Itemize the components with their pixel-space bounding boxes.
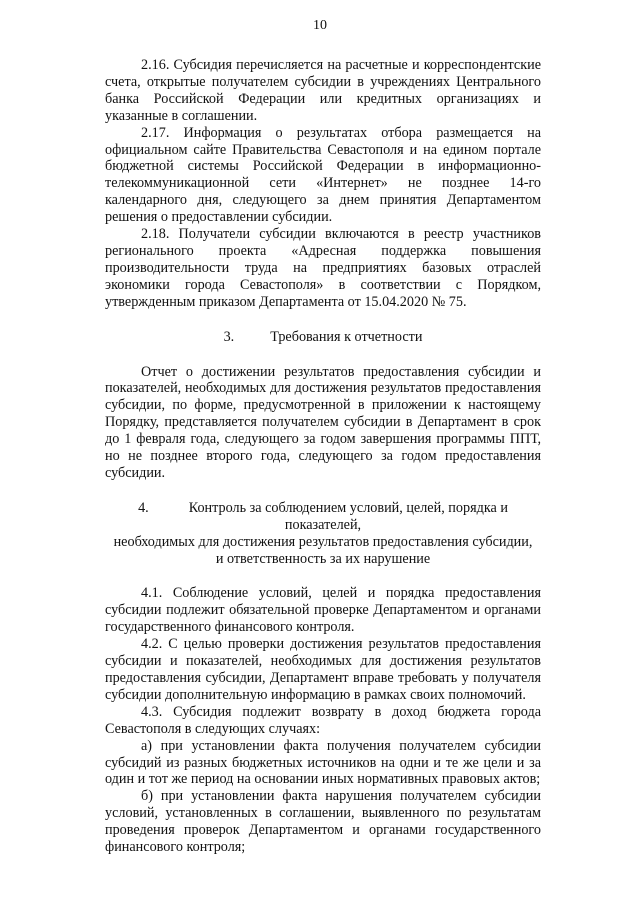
paragraph-4-3-b: б) при установлении факта нарушения получателем субсидии условий, установленных в соглашении, выявленного по результатам проведения проверок Департаментом и органами государственного финансового контроля; — [105, 788, 541, 856]
section-3-heading — [105, 329, 541, 346]
paragraph-2-16: 2.16. Субсидия перечисляется на расчетные и корреспондентские счета, открытые получателем субсидии в учреждениях Центрального банка Российской Федерации или кредитных организациях и указанные в соглашении. — [105, 57, 541, 124]
paragraph-section-3: Отчет о достижении результатов предоставления субсидии и показателей, необходимых для достижения результатов предоставления субсидии, по форме, предусмотренной в приложении к настоящему Порядку, представляется получателем субсидии в Департамент в срок до 1 февраля года, следующего за годом завершения программы ППТ, но не позднее второго года, следующего за годом предоставления субсидии. — [105, 363, 541, 481]
page-number: 10 — [313, 18, 327, 33]
paragraph-4-3-a: а) при установлении факта получения получателем субсидии субсидий из разных бюджетных источников на одни и те же цели и за один и тот же период на основании иных нормативных правовых актов; — [105, 737, 541, 788]
section-4-number: 4. — [138, 499, 149, 516]
section-4-title-line-1: Контроль за соблюдением условий, целей, порядка и показателей, — [188, 499, 508, 533]
document-body — [105, 57, 541, 856]
paragraph-4-2: 4.2. С целью проверки достижения результатов предоставления субсидии и показателей, необходимых для достижения результатов предоставления субсидии, Департамент вправе требовать у получателя субсидии дополнительную информацию в рамках своих полномочий. — [105, 636, 541, 703]
section-4-title-line-3: и ответственность за их нарушение — [215, 550, 431, 567]
paragraph-4-3: 4.3. Субсидия подлежит возврату в доход бюджета города Севастополя в следующих случаях: — [105, 703, 541, 737]
section-3-title: Требования к отчетности — [270, 328, 423, 345]
paragraph-2-18: 2.18. Получатели субсидии включаются в реестр участников регионального проекта «Адресная поддержка повышения производительности труда на предприятиях базовых отраслей экономики города Севастополя» в соответствии с Порядком, утвержденным приказом Департамента от 15.04.2020 № 75. — [105, 226, 541, 310]
paragraph-2-17: 2.17. Информация о результатах отбора размещается на официальном сайте Правительства Севастополя и на едином портале бюджетной системы Российской Федерации в информационно-телекоммуникационной сети «Интернет» не позднее 14-го календарного дня, следующего за днем принятия Департаментом решения о предоставлении субсидии. — [105, 124, 541, 226]
section-3-number: 3. — [223, 328, 235, 345]
section-4-heading-line-1 — [105, 500, 541, 534]
paragraph-4-1: 4.1. Соблюдение условий, целей и порядка предоставления субсидии подлежит обязательной проверке Департаментом и органами государственного финансового контроля. — [105, 585, 541, 636]
section-4-title-line-2: необходимых для достижения результатов предоставления субсидии, — [113, 533, 533, 550]
